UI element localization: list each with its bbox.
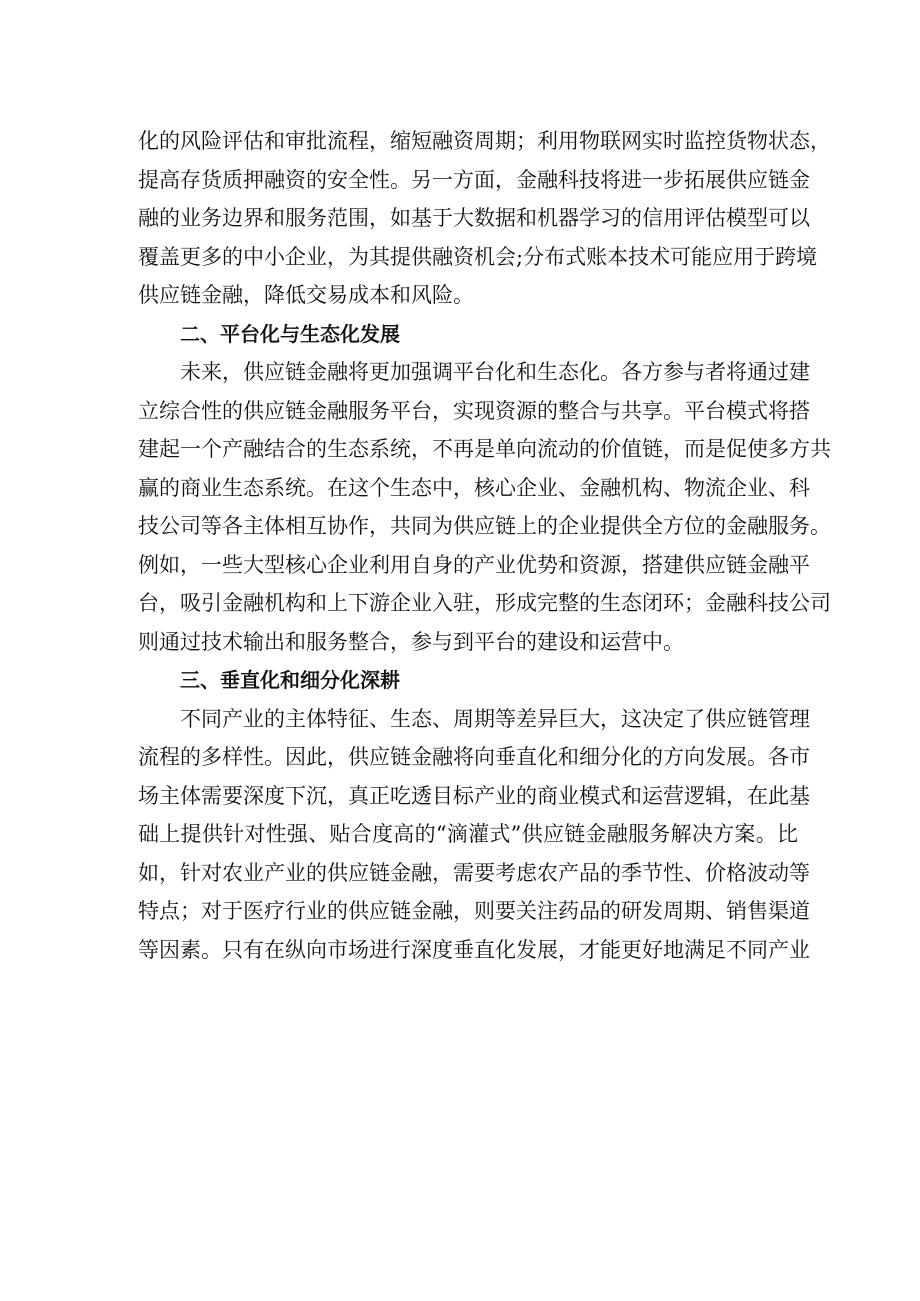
text-line: 特点；对于医疗行业的供应链金融，则要关注药品的研发周期、销售渠道 [138,899,810,923]
text-line: 流程的多样性。因此，供应链金融将向垂直化和细分化的方向发展。各市 [138,745,810,769]
section-heading-platform: 二、平台化与生态化发展 [180,321,400,346]
text-line: 未来，供应链金融将更加强调平台化和生态化。各方参与者将通过建 [180,360,810,384]
text-line: 化的风险评估和审批流程，缩短融资周期；利用物联网实时监控货物状态， [138,129,831,153]
text-line: 不同产业的主体特征、生态、周期等差异巨大，这决定了供应链管理 [180,706,810,731]
text-line: 赢的商业生态系统。在这个生态中，核心企业、金融机构、物流企业、科 [138,475,810,500]
document-body [138,122,831,969]
text-line: 建起一个产融结合的生态系统，不再是单向流动的价值链，而是促使多方共 [138,437,831,461]
text-line: 覆盖更多的中小企业，为其提供融资机会;分布式账本技术可能应用于跨境 [138,244,818,269]
text-line: 场主体需要深度下沉，真正吃透目标产业的商业模式和运营逻辑，在此基 [138,783,810,808]
text-line: 供应链金融，降低交易成本和风险。 [138,283,474,307]
text-line: 等因素。只有在纵向市场进行深度垂直化发展，才能更好地满足不同产业 [138,937,810,962]
text-line: 立综合性的供应链金融服务平台，实现资源的整合与共享。平台模式将搭 [138,398,810,423]
text-line: 如，针对农业产业的供应链金融，需要考虑农产品的季节性、价格波动等 [138,860,810,885]
paragraph-vertical [138,700,810,970]
paragraph-fintech [138,122,831,315]
text-line: 例如，一些大型核心企业利用自身的产业优势和资源，搭建供应链金融平 [138,552,810,577]
section-heading-vertical: 三、垂直化和细分化深耕 [180,668,400,692]
text-line: 提高存货质押融资的安全性。另一方面，金融科技将进一步拓展供应链金 [138,167,810,192]
text-line: 融的业务边界和服务范围，如基于大数据和机器学习的信用评估模型可以 [138,206,810,230]
text-line: 则通过技术输出和服务整合，参与到平台的建设和运营中。 [138,629,684,654]
text-line: 技公司等各主体相互协作，共同为供应链上的企业提供全方位的金融服务。 [138,514,831,538]
paragraph-platform [138,353,831,661]
text-line: 台，吸引金融机构和上下游企业入驻，形成完整的生态闭环；金融科技公司 [138,591,831,615]
text-line: 础上提供针对性强、贴合度高的“滴灌式”供应链金融服务解决方案。比 [138,822,798,846]
